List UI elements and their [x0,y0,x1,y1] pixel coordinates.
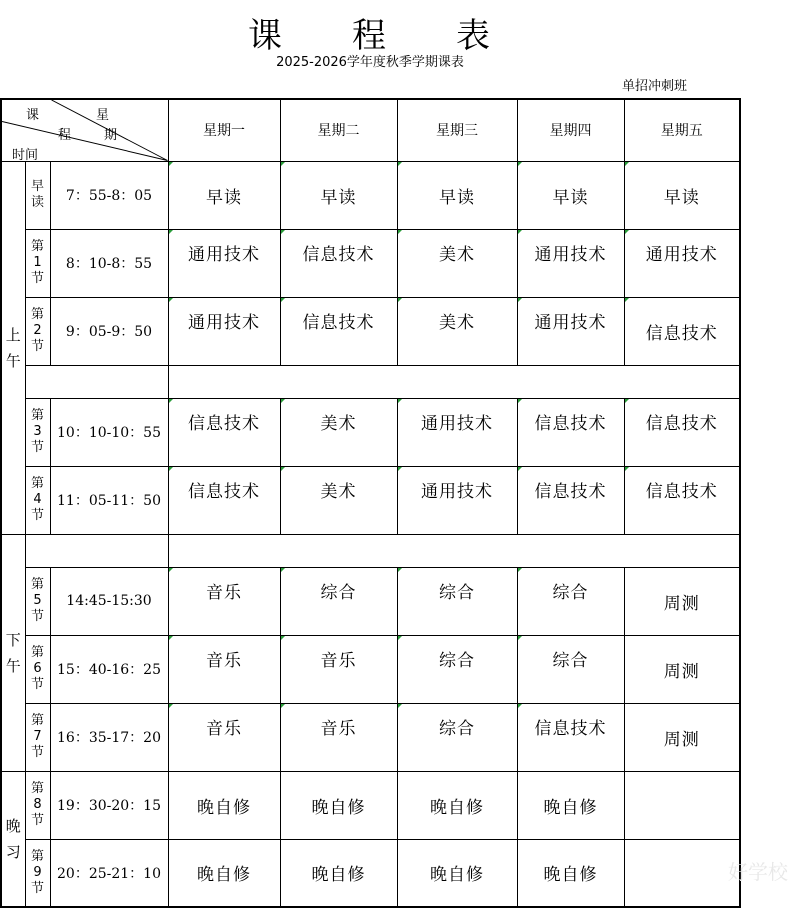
course-cell: 信息技术 [168,398,280,466]
course-cell: 音乐 [168,567,280,635]
section-label: 上 午 [5,325,21,370]
table-row [1,297,740,365]
day-header: 星期三 [397,99,517,161]
time-cell: 11：05-11：50 [50,466,168,534]
course-cell: 信息技术 [624,297,740,365]
course-cell: 综合 [280,567,397,635]
table-row [1,703,740,771]
subtitle: 2025-2026学年度秋季学期课表 [276,55,464,70]
course-cell: 综合 [517,567,624,635]
table-row [1,229,740,297]
course-cell: 通用技术 [168,297,280,365]
course-cell: 综合 [397,567,517,635]
period-text: 第 5 节 [30,577,44,624]
section-evening [1,771,25,907]
period-label [25,229,50,297]
day-header: 星期五 [624,99,740,161]
table-row [1,398,740,466]
period-label [25,297,50,365]
period-label [25,161,50,229]
course-cell: 信息技术 [517,703,624,771]
course-cell: 通用技术 [397,398,517,466]
course-cell: 周测 [624,635,740,703]
course-cell: 音乐 [168,703,280,771]
watermark-logo: 好学校 [728,860,788,884]
course-cell: 晚自修 [397,771,517,839]
diag-label: 期 [104,128,118,143]
course-cell: 晚自修 [280,771,397,839]
header-diagonal-cell [1,99,168,161]
table-row [1,466,740,534]
course-cell: 周测 [624,703,740,771]
course-cell: 美术 [397,297,517,365]
section-label: 晚 习 [5,816,21,861]
course-cell: 晚自修 [168,771,280,839]
table-row [1,635,740,703]
time-cell: 15：40-16：25 [50,635,168,703]
course-cell: 通用技术 [517,229,624,297]
page-title [0,8,740,57]
day-header: 星期四 [517,99,624,161]
course-cell: 信息技术 [280,297,397,365]
class-name: 单招冲刺班 [622,79,688,94]
course-cell: 音乐 [280,635,397,703]
period-text: 第 6 节 [30,645,44,692]
course-cell: 音乐 [280,703,397,771]
period-label [25,635,50,703]
period-text: 第 8 节 [30,781,44,828]
course-cell: 早读 [624,161,740,229]
time-cell: 19：30-20：15 [50,771,168,839]
course-cell [624,771,740,839]
section-afternoon [1,534,25,771]
break-cell [25,365,168,398]
course-cell: 信息技术 [517,466,624,534]
section-morning [1,161,25,534]
course-cell: 通用技术 [397,466,517,534]
course-cell: 信息技术 [624,398,740,466]
title-char: 课 [248,16,284,56]
time-cell: 10：10-10：55 [50,398,168,466]
title-char: 表 [456,16,492,56]
period-label [25,839,50,907]
course-cell: 美术 [280,466,397,534]
course-cell: 周测 [624,567,740,635]
time-cell: 9：05-9：50 [50,297,168,365]
header-row [1,99,740,161]
course-cell: 晚自修 [517,771,624,839]
break-row [1,365,740,398]
course-cell: 通用技术 [624,229,740,297]
time-cell: 20：25-21：10 [50,839,168,907]
time-cell: 14:45-15:30 [50,567,168,635]
diag-label: 星 [96,108,110,123]
period-label [25,567,50,635]
break-cell [168,365,740,398]
course-cell: 早读 [168,161,280,229]
course-cell: 晚自修 [168,839,280,907]
course-cell: 美术 [280,398,397,466]
table-row [1,771,740,839]
time-cell: 7：55-8：05 [50,161,168,229]
day-header: 星期二 [280,99,397,161]
period-text: 第 9 节 [30,848,44,896]
period-text: 第 7 节 [30,713,44,760]
course-cell: 早读 [517,161,624,229]
course-cell: 晚自修 [280,839,397,907]
schedule-table [0,98,741,908]
period-text: 第 4 节 [30,476,44,523]
period-label [25,703,50,771]
course-cell: 早读 [397,161,517,229]
title-char: 程 [352,16,388,56]
diag-label: 课 [26,108,40,123]
course-cell: 通用技术 [168,229,280,297]
course-cell: 晚自修 [397,839,517,907]
period-label [25,771,50,839]
course-cell: 信息技术 [517,398,624,466]
break-row [1,534,740,567]
table-row [1,161,740,229]
table-row [1,567,740,635]
period-text: 第 2 节 [30,307,44,354]
course-cell: 综合 [517,635,624,703]
table-row [1,839,740,907]
time-cell: 16：35-17：20 [50,703,168,771]
course-cell: 早读 [280,161,397,229]
diag-label: 程 [58,128,72,143]
time-cell: 8：10-8：55 [50,229,168,297]
break-cell [168,534,740,567]
course-cell: 美术 [397,229,517,297]
course-cell: 信息技术 [168,466,280,534]
course-cell: 通用技术 [517,297,624,365]
course-cell: 音乐 [168,635,280,703]
course-cell: 晚自修 [517,839,624,907]
diag-label: 时间 [12,148,39,163]
period-label [25,466,50,534]
day-header: 星期一 [168,99,280,161]
section-label: 下 午 [5,630,21,675]
break-cell [25,534,168,567]
course-cell: 信息技术 [280,229,397,297]
period-label [25,398,50,466]
period-text: 第 3 节 [30,408,44,455]
course-cell [624,839,740,907]
period-text: 早 读 [30,179,44,210]
course-cell: 综合 [397,635,517,703]
course-cell: 综合 [397,703,517,771]
course-cell: 信息技术 [624,466,740,534]
period-text: 第 1 节 [30,239,44,286]
